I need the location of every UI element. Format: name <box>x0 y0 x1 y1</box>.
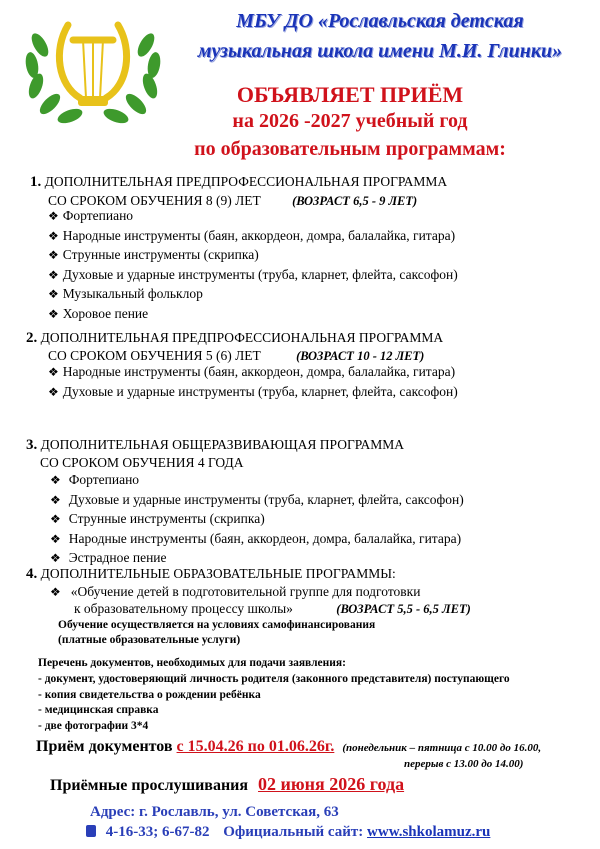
audition-date: 02 июня 2026 года <box>258 774 405 794</box>
bullet-icon: ❖ <box>50 512 61 526</box>
list-item <box>48 364 458 384</box>
list-item <box>48 286 458 306</box>
list-item <box>48 208 458 228</box>
list-item: - медицинская справка <box>38 704 159 716</box>
section1-number: 1. <box>30 174 42 190</box>
list-item <box>48 306 458 326</box>
list-item-text: Духовые и ударные инструменты (труба, кларнет, флейта, саксофон) <box>62 383 458 399</box>
bullet-icon: ❖ <box>50 551 61 565</box>
list-item <box>48 267 458 287</box>
bullet-icon: ❖ <box>48 228 59 243</box>
list-item-text: Народные инструменты (баян, аккордеон, домра, балалайка, гитара) <box>68 530 462 546</box>
intake-hours-line1: (понедельник – пятница с 10.00 до 16.00, <box>342 742 542 754</box>
school-name-line2: музыкальная школа имени М.И. Глинки» <box>197 40 563 62</box>
list-item: - две фотографии 3*4 <box>38 719 149 732</box>
school-name-line1: МБУ ДО «Рославльская детская <box>236 10 524 32</box>
list-item-text: Духовые и ударные инструменты (труба, кларнет, флейта, саксофон) <box>62 266 458 282</box>
intake-hours-line2: перерыв с 13.00 до 14.00) <box>404 758 524 770</box>
intake-dates: с 15.04.26 по 01.06.26г. <box>176 738 335 755</box>
section1-term-text: СО СРОКОМ ОБУЧЕНИЯ 8 (9) ЛЕТ <box>48 193 261 208</box>
documents-title: Перечень документов, необходимых для подачи заявления: <box>38 657 346 669</box>
section4-age: (ВОЗРАСТ 5,5 - 6,5 ЛЕТ) <box>336 602 471 616</box>
site-link[interactable]: www.shkolamuz.ru <box>367 824 491 840</box>
title-year: на 2026 -2027 учебный год <box>232 110 468 132</box>
list-item <box>50 531 464 551</box>
list-item: - документ, удостоверяющий личность родителя (законного представителя) поступающего <box>38 673 510 685</box>
list-item: - копия свидетельства о рождении ребёнка <box>38 688 261 701</box>
bullet-icon: ❖ <box>48 267 59 282</box>
audition-row <box>50 774 404 795</box>
list-item-text: Духовые и ударные инструменты (труба, кларнет, флейта, саксофон) <box>68 491 464 507</box>
bullet-icon: ❖ <box>50 492 61 507</box>
section2-number: 2. <box>26 330 38 346</box>
list-item <box>48 228 458 248</box>
section3-number: 3. <box>26 437 38 453</box>
bullet-icon: ❖ <box>48 306 59 321</box>
phones: 4-16-33; 6-67-82 <box>105 824 210 840</box>
bullet-icon: ❖ <box>48 365 59 379</box>
list-item-text: Струнные инструменты (скрипка) <box>62 247 259 262</box>
list-item-text: Эстрадное пение <box>68 550 167 565</box>
section1-term <box>48 193 417 209</box>
list-item-text: Фортепиано <box>62 208 134 223</box>
list-item-text: Фортепиано <box>68 472 140 487</box>
section2-heading <box>26 330 443 347</box>
section2-heading-text: ДОПОЛНИТЕЛЬНАЯ ПРЕДПРОФЕССИОНАЛЬНАЯ ПРОГРАММА <box>40 330 444 345</box>
bullet-icon: ❖ <box>48 209 59 223</box>
section1-list <box>48 208 458 325</box>
documents-list <box>38 673 510 735</box>
section1-age: (ВОЗРАСТ 6,5 - 9 ЛЕТ) <box>292 194 418 208</box>
list-item-text: Музыкальный фольклор <box>62 286 203 301</box>
section2-age: (ВОЗРАСТ 10 - 12 ЛЕТ) <box>296 349 425 363</box>
intake-row <box>36 738 541 756</box>
bullet-icon: ❖ <box>48 248 59 262</box>
section4-item-line2: к образовательному процессу школы» <box>74 601 293 616</box>
bullet-icon: ❖ <box>50 473 61 487</box>
bullet-icon: ❖ <box>48 384 59 399</box>
bullet-icon: ❖ <box>50 531 61 546</box>
list-item <box>48 384 458 404</box>
section4-note-line2: (платные образовательные услуги) <box>58 634 241 646</box>
section2-term <box>48 348 424 364</box>
section2-term-text: СО СРОКОМ ОБУЧЕНИЯ 5 (6) ЛЕТ <box>48 348 261 363</box>
list-item <box>48 247 458 267</box>
list-item-text: Народные инструменты (баян, аккордеон, домра, балалайка, гитара) <box>62 227 456 243</box>
section2-list <box>48 364 458 403</box>
section4-item <box>50 584 420 600</box>
list-item-text: Хоровое пение <box>62 305 149 321</box>
site-label: Официальный сайт: <box>223 824 368 840</box>
section3-term: СО СРОКОМ ОБУЧЕНИЯ 4 ГОДА <box>40 455 244 470</box>
list-item-text: Народные инструменты (баян, аккордеон, домра, балалайка, гитара) <box>62 364 456 379</box>
section1-heading <box>30 174 447 191</box>
lyre-laurel-logo-icon <box>18 10 168 130</box>
audition-label: Приёмные прослушивания <box>50 777 253 794</box>
section4-note-line1: Обучение осуществляется на условиях самофинансирования <box>58 619 376 631</box>
bullet-icon: ❖ <box>48 287 59 301</box>
section4-number: 4. <box>26 566 38 582</box>
section3-list <box>50 472 464 570</box>
contacts-row <box>86 824 490 841</box>
list-item-text: Струнные инструменты (скрипка) <box>68 511 265 526</box>
section4-heading <box>26 566 396 583</box>
title-programs: по образовательным программам: <box>194 138 506 160</box>
list-item <box>50 472 464 492</box>
section1-heading-text: ДОПОЛНИТЕЛЬНАЯ ПРЕДПРОФЕССИОНАЛЬНАЯ ПРОГРАММА <box>44 174 448 189</box>
section4-item-line2-row <box>74 601 471 617</box>
phone-icon <box>86 825 96 837</box>
section3-heading <box>26 437 404 454</box>
list-item <box>50 492 464 512</box>
bullet-icon: ❖ <box>50 585 61 599</box>
list-item <box>50 511 464 531</box>
intake-label: Приём документов <box>36 738 177 755</box>
section4-heading-text: ДОПОЛНИТЕЛЬНЫЕ ОБРАЗОВАТЕЛЬНЫЕ ПРОГРАММЫ: <box>40 566 396 581</box>
title-announce: ОБЪЯВЛЯЕТ ПРИЁМ <box>236 82 464 107</box>
section4-item-line1: «Обучение детей в подготовительной группе для подготовки <box>70 584 421 599</box>
section3-heading-text: ДОПОЛНИТЕЛЬНАЯ ОБЩЕРАЗВИВАЮЩАЯ ПРОГРАММА <box>40 437 405 452</box>
address: Адрес: г. Рославль, ул. Советская, 63 <box>90 804 339 820</box>
